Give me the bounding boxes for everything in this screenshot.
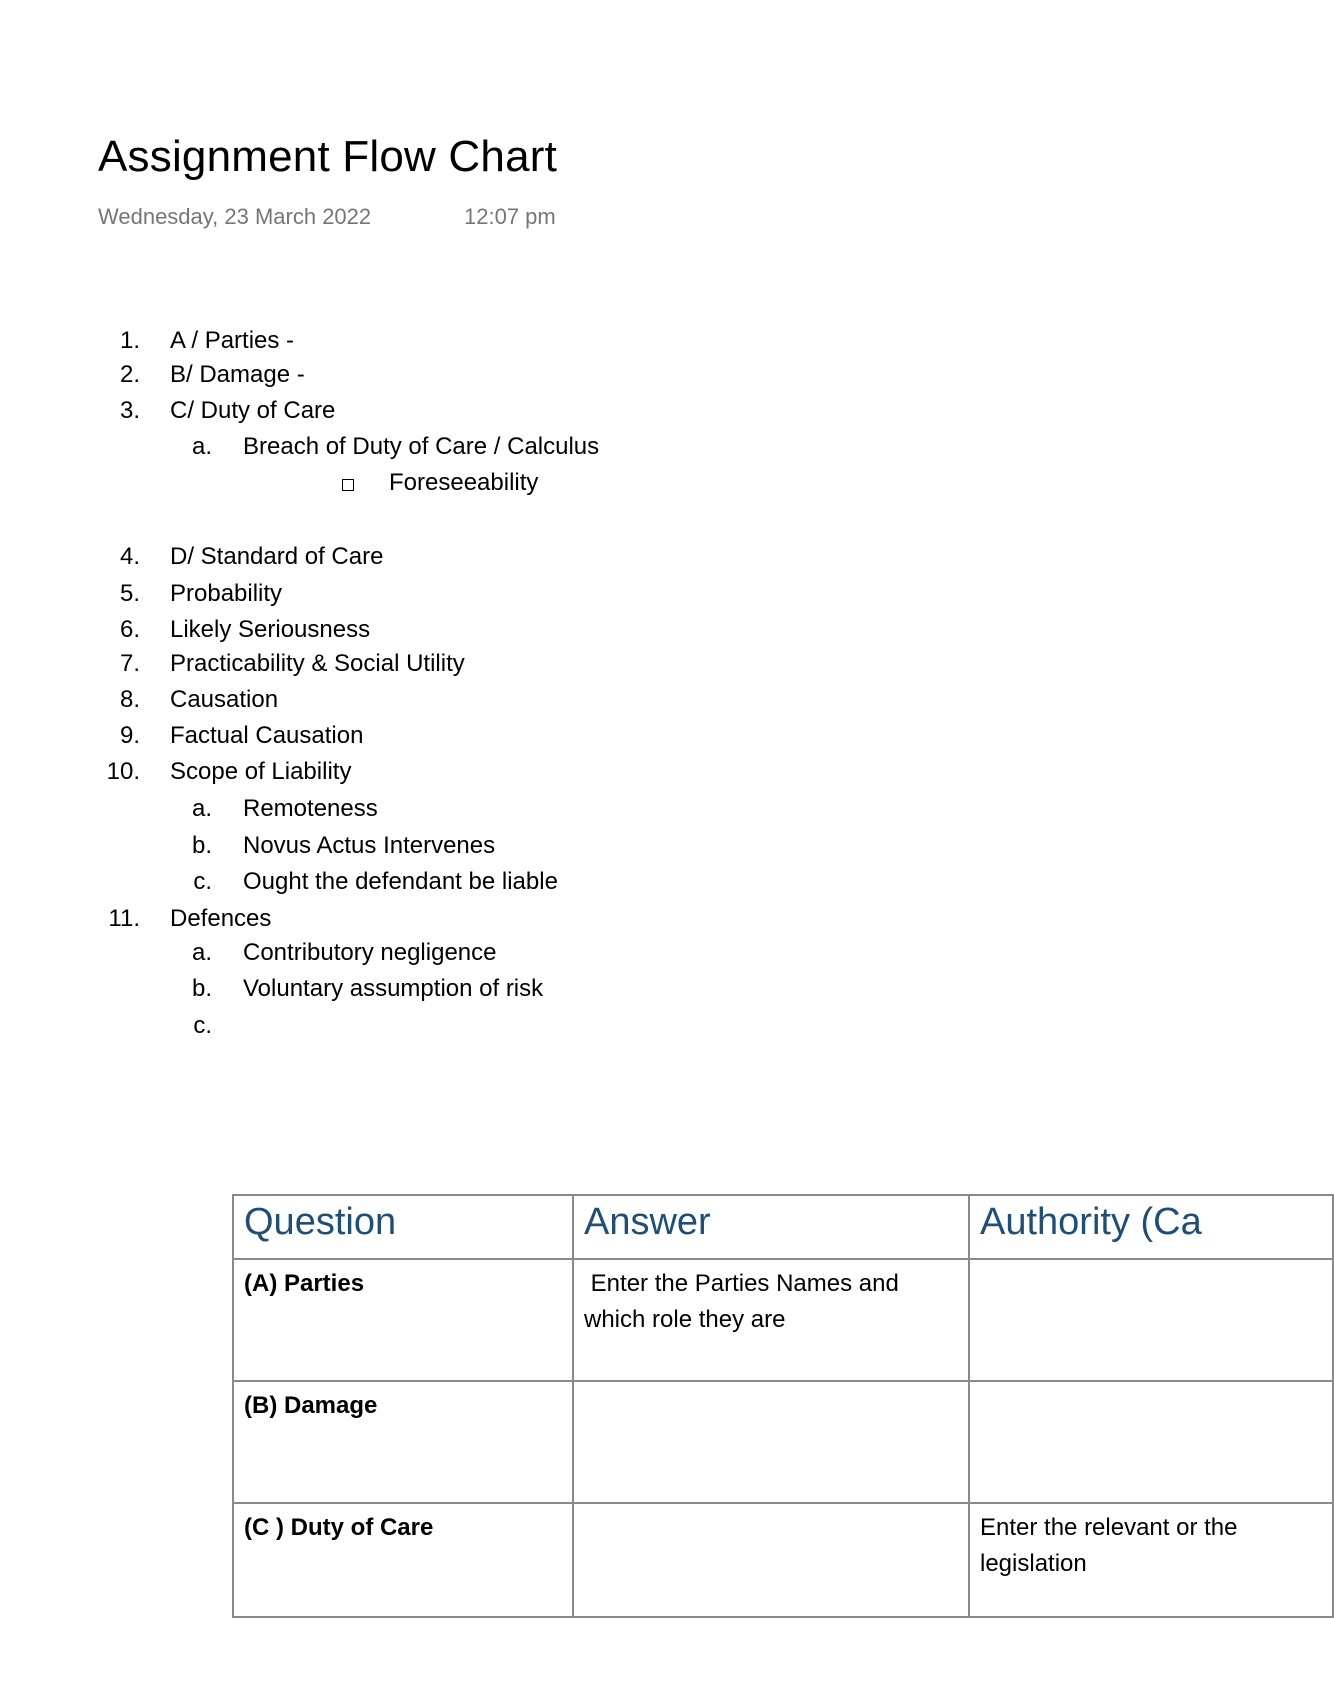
table-cell-answer[interactable] [573,1503,969,1617]
table-cell-authority[interactable]: Enter the relevant or the legislation [969,1503,1333,1617]
table-header-row [233,1195,1333,1259]
page-title: Assignment Flow Chart [98,132,558,181]
assignment-table [232,1194,1334,1618]
column-header-question: Question [233,1195,573,1259]
column-header-answer: Answer [573,1195,969,1259]
table-cell-question[interactable]: (C ) Duty of Care [233,1503,573,1617]
page-date: Wednesday, 23 March 2022 [98,204,372,229]
table-cell-answer[interactable]: Enter the Parties Names and which role they are [573,1259,969,1381]
table-cell-question[interactable]: (B) Damage [233,1381,573,1503]
table-cell-question[interactable]: (A) Parties [233,1259,573,1381]
table-cell-answer[interactable] [573,1381,969,1503]
table-row [233,1503,1333,1617]
page-time: 12:07 pm [464,204,556,229]
table-row [233,1381,1333,1503]
table-cell-authority[interactable] [969,1381,1333,1503]
table-cell-authority[interactable] [969,1259,1333,1381]
column-header-authority: Authority (Ca [969,1195,1333,1259]
table-row [233,1259,1333,1381]
